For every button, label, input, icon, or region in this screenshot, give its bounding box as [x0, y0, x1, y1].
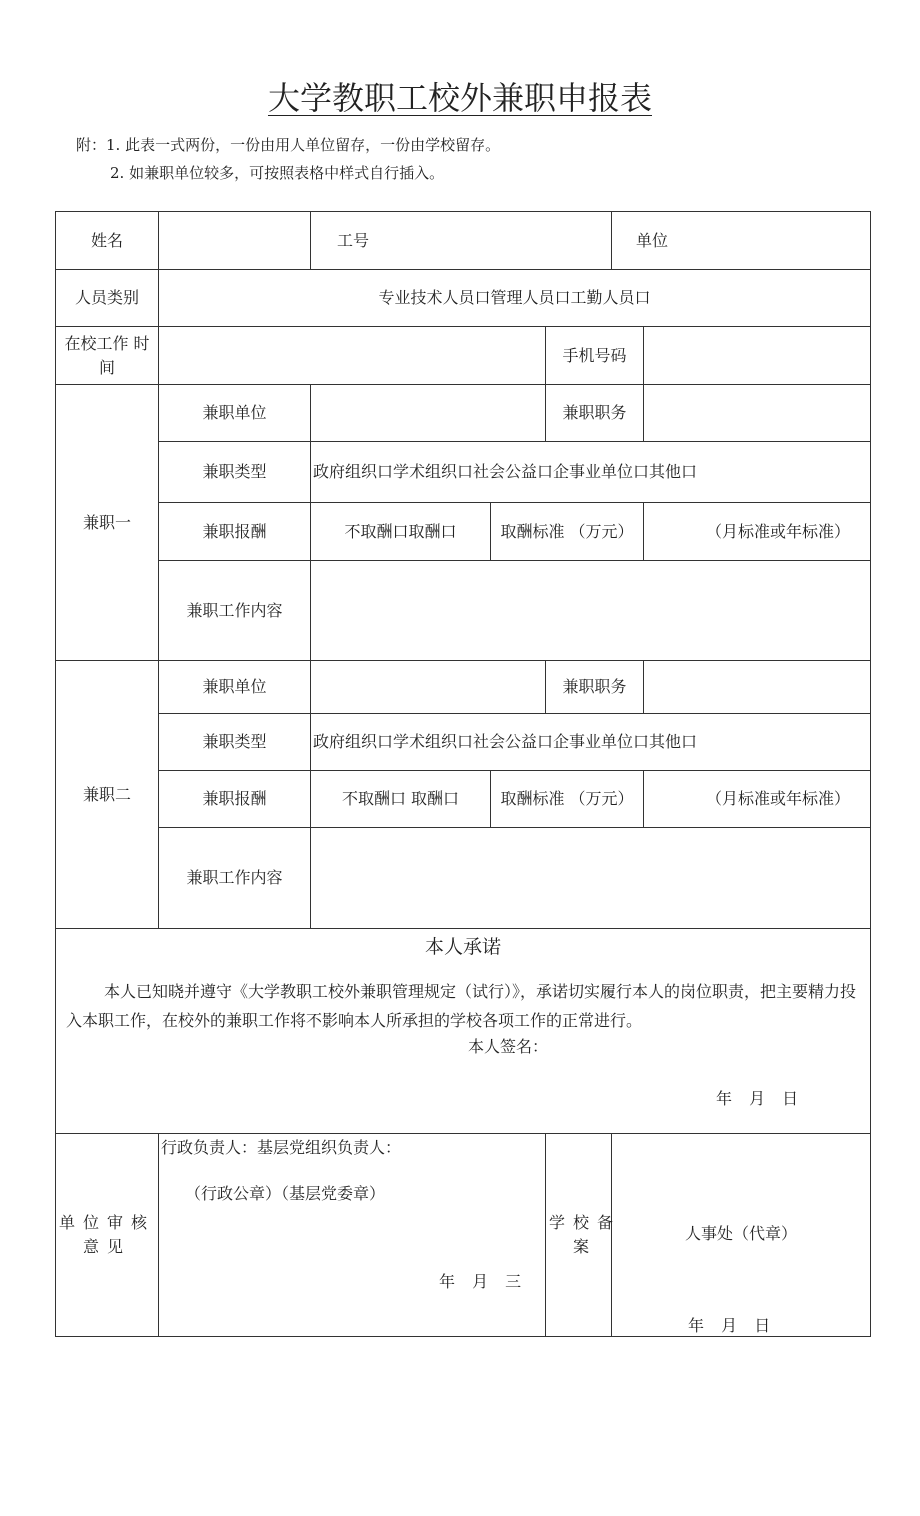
job-2-pay-standard-hint[interactable]: （月标准或年标准） [644, 771, 871, 828]
job-2-pay-label: 兼职报酬 [159, 771, 311, 828]
commitment-date-label[interactable]: 年 月 日 [716, 1089, 805, 1108]
audit-heads-label: 行政负责人：基层党组织负责人： [161, 1138, 402, 1157]
job-2-position-value-cell[interactable] [644, 661, 871, 714]
commitment-signature-label[interactable]: 本人签名： [468, 1037, 549, 1056]
category-options[interactable]: 专业技术人员口管理人员口工勤人员口 [159, 270, 871, 327]
job-2-content-value-cell[interactable] [311, 828, 871, 929]
page-title [0, 74, 920, 122]
job-1-position-label: 兼职职务 [546, 385, 644, 442]
application-form-table [55, 211, 871, 1337]
unit-cell[interactable] [612, 212, 871, 270]
hr-seal-label: 人事处（代章） [685, 1224, 798, 1243]
job-2-type-options[interactable]: 政府组织口学术组织口社会公益口企事业单位口其他口 [311, 714, 871, 771]
job-2-pay-standard-label: 取酬标准 （万元） [491, 771, 644, 828]
job-1-section-label: 兼职一 [56, 385, 159, 661]
work-time-value-cell[interactable] [159, 327, 546, 385]
audit-seals-label: （行政公章）（基层党委章） [185, 1184, 386, 1203]
unit-audit-opinion-cell[interactable] [159, 1134, 546, 1337]
commitment-title: 本人承诺 [425, 936, 502, 958]
job-1-unit-label: 兼职单位 [159, 385, 311, 442]
job-1-pay-options[interactable]: 不取酬口取酬口 [311, 503, 491, 561]
name-label: 姓名 [56, 212, 159, 270]
note-line-1: 附：1. 此表一式两份，一份由用人单位留存，一份由学校留存。 [76, 136, 501, 154]
job-1-pay-standard-hint[interactable]: （月标准或年标准） [644, 503, 871, 561]
staff-id-cell[interactable] [311, 212, 612, 270]
job-2-content-label: 兼职工作内容 [159, 828, 311, 929]
category-label: 人员类别 [56, 270, 159, 327]
job-1-pay-standard-label: 取酬标准 （万元） [491, 503, 644, 561]
job-1-unit-value-cell[interactable] [311, 385, 546, 442]
audit-date-label: 年 月 三 [439, 1272, 528, 1291]
commitment-body: 本人已知晓并遵守《大学教职工校外兼职管理规定（试行）》，承诺切实履行本人的岗位职责，把主要精力投入本职工作，在校外的兼职工作将不影响本人所承担的学校各项工作的正常进行。 [66, 982, 857, 1030]
note-line-2: 2. 如兼职单位较多，可按照表格中样式自行插入。 [110, 164, 445, 182]
commitment-section [56, 929, 871, 1134]
job-1-content-value-cell[interactable] [311, 561, 871, 661]
job-2-position-label: 兼职职务 [546, 661, 644, 714]
title-text: 大学教职工校外兼职申报表 [267, 79, 652, 117]
job-2-unit-value-cell[interactable] [311, 661, 546, 714]
job-2-section-label: 兼职二 [56, 661, 159, 929]
school-record-label [546, 1134, 621, 1337]
job-2-type-label: 兼职类型 [159, 714, 311, 771]
work-time-label: 在校工作 时间 [56, 327, 159, 385]
job-1-type-options[interactable]: 政府组织口学术组织口社会公益口企事业单位口其他口 [311, 442, 871, 503]
job-1-content-label: 兼职工作内容 [159, 561, 311, 661]
unit-audit-label-text: 单位审核意见 [59, 1213, 156, 1256]
job-1-pay-label: 兼职报酬 [159, 503, 311, 561]
hr-record-cell[interactable] [612, 1134, 871, 1337]
job-1-type-label: 兼职类型 [159, 442, 311, 503]
phone-value-cell[interactable] [644, 327, 871, 385]
unit-audit-label [56, 1134, 159, 1337]
hr-date-label: 年 月 日 [688, 1316, 777, 1335]
staff-id-label: 工号 [337, 230, 370, 250]
job-2-pay-options[interactable]: 不取酬口 取酬口 [311, 771, 491, 828]
school-record-label-text: 学校备案 [548, 1213, 621, 1256]
unit-label: 单位 [636, 230, 669, 250]
name-value-cell[interactable] [159, 212, 311, 270]
job-1-position-value-cell[interactable] [644, 385, 871, 442]
phone-label: 手机号码 [546, 327, 644, 385]
job-2-unit-label: 兼职单位 [159, 661, 311, 714]
